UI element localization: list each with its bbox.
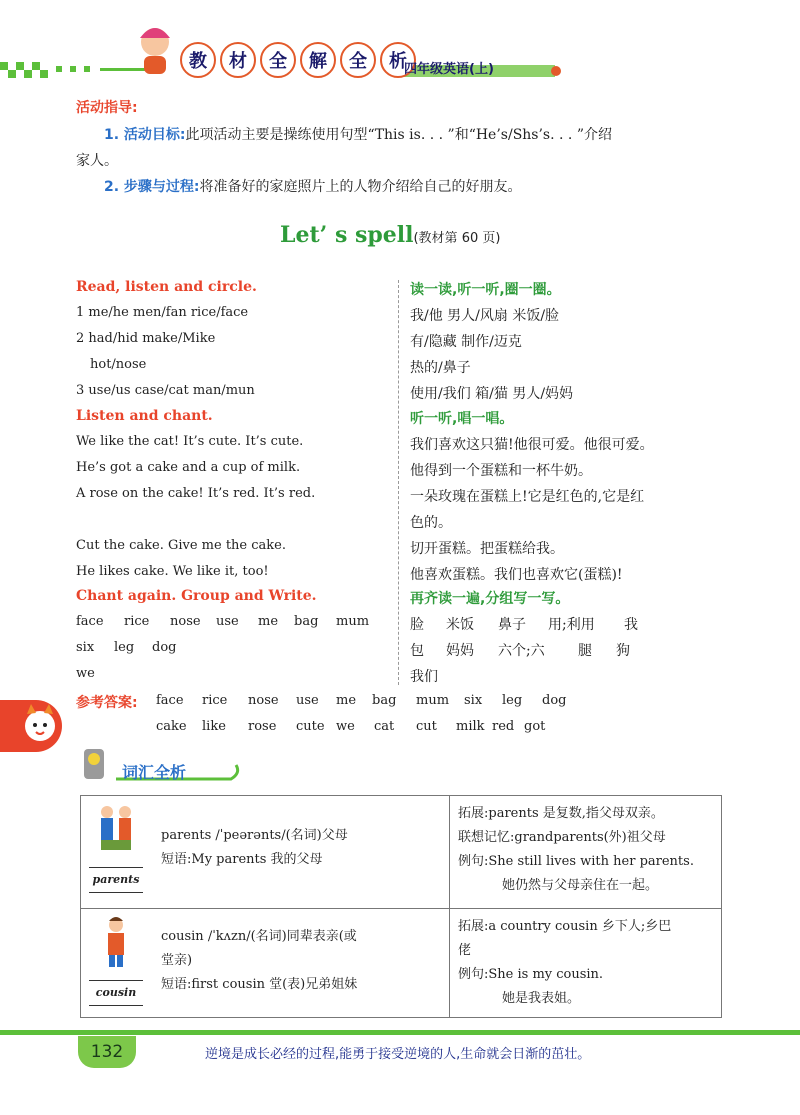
- chant-line-1-zh: 我们喜欢这只猫!他很可爱。他很可爱。: [410, 437, 654, 453]
- word: 用;利用: [548, 617, 595, 633]
- vocab-ext-line: 佬: [458, 943, 472, 958]
- listen-heading-zh: 听一听,唱一唱。: [410, 411, 514, 427]
- guide-label: 活动指导:: [76, 100, 138, 116]
- vocab-ext-line: 联想记忆:grandparents(外)祖父母: [458, 830, 666, 845]
- guide-steps: [104, 176, 522, 196]
- word: 脸: [410, 617, 424, 633]
- vocab-ext-cell: [450, 909, 722, 1018]
- header-title: [180, 42, 416, 78]
- chant-line-3b-zh: 色的。: [410, 515, 452, 531]
- read-line-3-en: hot/nose: [90, 357, 147, 372]
- vocab-main-line: parents /ˈpeərənts/(名词)父母: [161, 827, 348, 843]
- read-heading-en: Read, listen and circle.: [76, 279, 257, 295]
- words-row-2-zh: [410, 640, 630, 660]
- parents-icon: [91, 802, 141, 858]
- footer-line: [0, 1030, 800, 1035]
- word: me: [336, 693, 357, 708]
- answer-tab: [0, 700, 62, 752]
- guide-goal: [104, 124, 612, 144]
- vocab-main-cell: [81, 909, 450, 1018]
- chant-line-3-zh: 一朵玫瑰在蛋糕上!它是红色的,它是红: [410, 489, 645, 505]
- vocab-ext-line: 拓展:a country cousin 乡下人;乡巴: [458, 919, 672, 934]
- read-heading-zh: 读一读,听一听,圈一圈。: [410, 282, 561, 298]
- words-row-1-en: [76, 614, 369, 629]
- vocab-main-cell: [81, 796, 450, 909]
- read-line-2-zh: 有/隐藏 制作/迈克: [410, 334, 522, 350]
- word: dog: [542, 693, 567, 708]
- vocab-ext-cell: [450, 796, 722, 909]
- vocab-main-line: 堂亲): [161, 952, 193, 968]
- cousin-picture-label: cousin: [89, 980, 143, 1006]
- word: mum: [416, 693, 450, 708]
- chant-line-4-zh: 切开蛋糕。把蛋糕给我。: [410, 541, 564, 557]
- title-char: 教: [180, 42, 216, 78]
- parents-picture-label: parents: [89, 867, 143, 893]
- word: face: [156, 693, 184, 708]
- chant-line-5-zh: 他喜欢蛋糕。我们也喜欢它(蛋糕)!: [410, 567, 623, 583]
- word: rice: [124, 614, 150, 629]
- word: nose: [170, 614, 201, 629]
- word: we: [336, 719, 355, 734]
- word: leg: [502, 693, 523, 708]
- vocab-ext-line: 她仍然与父母亲住在一起。: [502, 878, 659, 893]
- chant-heading-zh: 再齐读一遍,分组写一写。: [410, 591, 570, 607]
- vocab-ext-line: 例句:She is my cousin.: [458, 967, 604, 982]
- word: 狗: [616, 643, 630, 659]
- vocab-table: [80, 795, 722, 1018]
- vocab-ext-line: 她是我表姐。: [502, 991, 581, 1006]
- words-row-3-en: we: [76, 666, 95, 681]
- answer-row-1: [156, 693, 566, 708]
- word: red: [492, 719, 515, 734]
- vocab-ext-line: 拓展:parents 是复数,指父母双亲。: [458, 806, 664, 821]
- table-row: [81, 796, 722, 909]
- word: use: [216, 614, 239, 629]
- word: 妈妈: [446, 643, 474, 659]
- word: dog: [152, 640, 177, 655]
- word: bag: [372, 693, 397, 708]
- cousin-picture: [89, 915, 143, 1006]
- chant-line-4-en: Cut the cake. Give me the cake.: [76, 538, 286, 553]
- column-divider: [398, 280, 399, 685]
- word: rice: [202, 693, 228, 708]
- chant-line-2-en: He’s got a cake and a cup of milk.: [76, 460, 301, 475]
- words-row-2-en: [76, 640, 176, 655]
- word: 米饭: [446, 617, 474, 633]
- word: 包: [410, 643, 424, 659]
- cousin-icon: [91, 915, 141, 971]
- chant-heading-en: Chant again. Group and Write.: [76, 588, 317, 604]
- title-char: 材: [220, 42, 256, 78]
- read-line-3-zh: 热的/鼻子: [410, 360, 471, 376]
- word: cake: [156, 719, 187, 734]
- word: bag: [294, 614, 319, 629]
- word: got: [524, 719, 546, 734]
- vocab-heading-text: 词汇全析: [122, 763, 187, 782]
- read-line-1-en: 1 me/he men/fan rice/face: [76, 305, 249, 320]
- table-row: [81, 909, 722, 1018]
- vocab-ext-line: 例句:She still lives with her parents.: [458, 854, 694, 869]
- word: nose: [248, 693, 279, 708]
- goal-text: 此项活动主要是操练使用句型“This is. . . ”和“He’s/Shs’s. . . ”介绍: [185, 127, 612, 143]
- mascot-icon: [130, 20, 180, 82]
- title-char: 全: [340, 42, 376, 78]
- word: six: [464, 693, 483, 708]
- word: 六个;六: [498, 643, 545, 659]
- word: 鼻子: [498, 617, 526, 633]
- word: six: [76, 640, 95, 655]
- word: cat: [374, 719, 395, 734]
- answer-label: 参考答案:: [76, 695, 138, 711]
- chant-line-5-en: He likes cake. We like it, too!: [76, 564, 269, 579]
- word: cute: [296, 719, 325, 734]
- word: cut: [416, 719, 437, 734]
- goal-label: 1. 活动目标:: [104, 127, 186, 143]
- title-char: 解: [300, 42, 336, 78]
- word: like: [202, 719, 226, 734]
- read-line-4-en: 3 use/us case/cat man/mun: [76, 383, 255, 398]
- spell-subtitle: (教材第 60 页): [413, 231, 501, 246]
- vocab-main-line: 短语:first cousin 堂(表)兄弟姐妹: [161, 976, 358, 992]
- chant-line-1-en: We like the cat! It’s cute. It’s cute.: [76, 434, 304, 449]
- steps-label: 2. 步骤与过程:: [104, 179, 200, 195]
- word: 我: [624, 617, 638, 633]
- listen-heading-en: Listen and chant.: [76, 408, 213, 424]
- steps-text: 将准备好的家庭照片上的人物介绍给自己的好朋友。: [199, 179, 522, 195]
- words-row-3-zh: 我们: [410, 669, 438, 685]
- word: face: [76, 614, 104, 629]
- section-title: [280, 222, 500, 248]
- parents-picture: [89, 802, 143, 893]
- read-line-4-zh: 使用/我们 箱/猫 男人/妈妈: [410, 386, 574, 402]
- vocab-main-line: cousin /ˈkʌzn/(名词)同辈表亲(或: [161, 928, 357, 944]
- fox-mascot-icon: [0, 700, 62, 752]
- footer-motto: 逆境是成长必经的过程,能勇于接受逆境的人,生命就会日渐的茁壮。: [205, 1047, 591, 1062]
- chant-line-3-en: A rose on the cake! It’s red. It’s red.: [76, 486, 316, 501]
- title-char: 析: [380, 42, 416, 78]
- grade-label: 四年级英语(上): [404, 62, 494, 77]
- read-line-1-zh: 我/他 男人/风扇 米饭/脸: [410, 308, 560, 324]
- word: 腿: [578, 643, 592, 659]
- read-line-2-en: 2 had/hid make/Mike: [76, 331, 216, 346]
- word: milk: [456, 719, 485, 734]
- word: use: [296, 693, 319, 708]
- chant-line-2-zh: 他得到一个蛋糕和一杯牛奶。: [410, 463, 592, 479]
- word: rose: [248, 719, 277, 734]
- goal-text-cont: 家人。: [76, 153, 118, 169]
- spell-title: Let’ s spell: [280, 222, 414, 248]
- word: me: [258, 614, 279, 629]
- page-number: 132: [78, 1036, 136, 1068]
- vocab-main-line: 短语:My parents 我的父母: [161, 851, 323, 867]
- title-char: 全: [260, 42, 296, 78]
- word: mum: [336, 614, 370, 629]
- answer-row-2: [156, 719, 545, 734]
- words-row-1-zh: [410, 614, 638, 634]
- word: leg: [114, 640, 135, 655]
